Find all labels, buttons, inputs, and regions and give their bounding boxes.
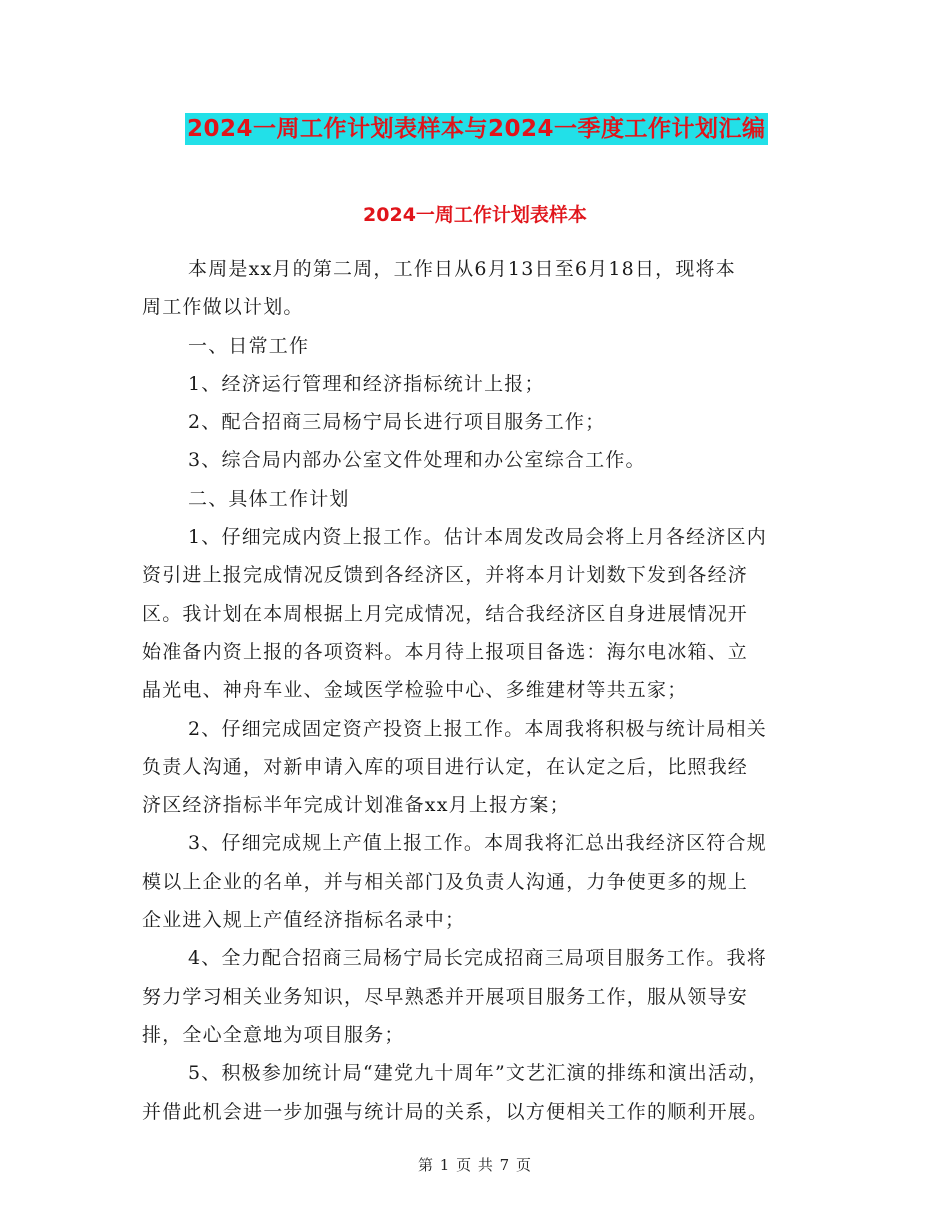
text-line: 3、综合局内部办公室文件处理和办公室综合工作。 (188, 449, 646, 472)
text-line: 企业进入规上产值经济指标名录中； (142, 909, 466, 932)
page-number-footer: 第 1 页 共 7 页 (418, 1156, 532, 1174)
text-line: 模以上企业的名单，并与相关部门及负责人沟通，力争使更多的规上 (142, 870, 749, 893)
text-line: 始准备内资上报的各项资料。本月待上报项目备选：海尔电冰箱、立 (142, 640, 749, 663)
text-line: 2、仔细完成固定资产投资上报工作。本周我将积极与统计局相关 (188, 717, 767, 740)
document-body (142, 250, 812, 1131)
text-line: 1、仔细完成内资上报工作。估计本周发改局会将上月各经济区内 (188, 526, 767, 549)
text-line: 1、经济运行管理和经济指标统计上报； (188, 372, 545, 395)
text-line: 晶光电、神舟车业、金域医学检验中心、多维建材等共五家； (142, 679, 688, 702)
text-line: 负责人沟通，对新申请入库的项目进行认定，在认定之后，比照我经 (142, 755, 749, 778)
text-line: 排，全心全意地为项目服务； (142, 1023, 405, 1046)
text-line: 济区经济指标半年完成计划准备xx月上报方案； (142, 794, 570, 817)
text-line: 4、全力配合招商三局杨宁局长完成招商三局项目服务工作。我将 (188, 947, 767, 970)
text-line: 并借此机会进一步加强与统计局的关系，以方便相关工作的顺利开展。 (142, 1100, 769, 1123)
section-title: 2024一周工作计划表样本 (363, 204, 587, 226)
document-main-title: 2024一周工作计划表样本与2024一季度工作计划汇编 (185, 113, 768, 145)
text-line: 3、仔细完成规上产值上报工作。本周我将汇总出我经济区符合规 (188, 832, 767, 855)
text-line: 2、配合招商三局杨宁局长进行项目服务工作； (188, 411, 606, 434)
text-line: 二、具体工作计划 (188, 487, 350, 510)
text-line: 区。我计划在本周根据上月完成情况，结合我经济区自身进展情况开 (142, 602, 749, 625)
text-line: 努力学习相关业务知识，尽早熟悉并开展项目服务工作，服从领导安 (142, 985, 749, 1008)
text-line: 5、积极参加统计局“建党九十周年”文艺汇演的排练和演出活动， (188, 1062, 769, 1085)
text-line: 资引进上报完成情况反馈到各经济区，并将本月计划数下发到各经济 (142, 564, 749, 587)
text-line: 周工作做以计划。 (142, 296, 304, 319)
text-line: 本周是xx月的第二周，工作日从6月13日至6月18日，现将本 (188, 258, 736, 280)
text-line: 一、日常工作 (188, 334, 310, 357)
